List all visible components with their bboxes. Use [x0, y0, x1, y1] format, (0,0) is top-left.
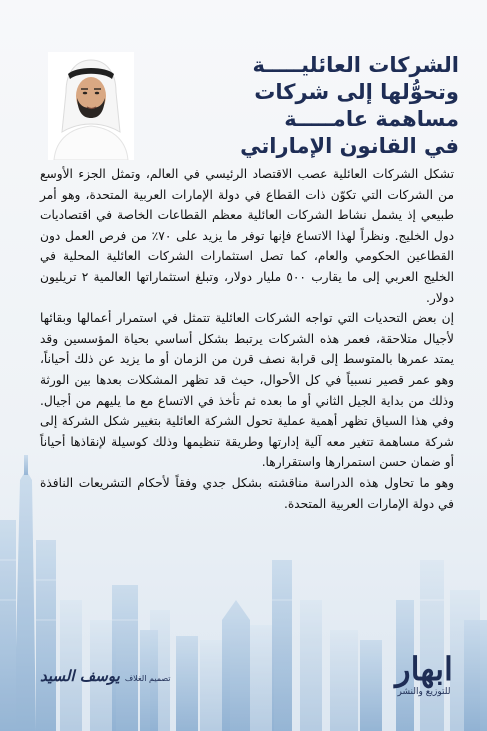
cover-design-credit	[40, 666, 171, 685]
publisher-name: ابهار	[395, 650, 453, 688]
title-line: وتحوُّلها إلى شركات	[254, 80, 459, 104]
paragraph: إن بعض التحديات التي تواجه الشركات العائلية تتمثل في استمرار أعمالها وبقائها لأجيال متلاحقة، فعمر هذه الشركات يرتبط بشكل أساسي بحياة المؤسسين وقد يمتد عمرها بالمتوسط إلى قرابة نصف قرن من الزمان أو ما يزيد عن ذلك أحياناً، وهو عمر قصير نسبياً في كل الأحوال، حيث قد تظهر المشكلات بعدها بين الورثة وذلك من بداية الجيل الثاني أو ما بعده ثم تأخذ في الاتساع مع ما يليهم من أجيال. وفي هذا السياق تظهر أهمية عملية تحول الشركة العائلية بتغيير شكل الشركة إلى شركة مساهمة تتغير معه آلية إدارتها وطريقة تنظيمها وذلك كوسيلة لإنقاذها أحياناً أو ضمان حسن استمرارها واستقرارها.	[40, 311, 454, 470]
book-title	[159, 52, 459, 160]
author-photo	[48, 52, 134, 160]
paragraph: تشكل الشركات العائلية عصب الاقتصاد الرئيسي في العالم، وتمثل الجزء الأوسع من الشركات التي تكوّن ذات القطاع في دولة الإمارات العربية المتحدة، وهو أمر طبيعي إذ يشمل نشاط الشركات العائلية معظم القطاعات الخاصة في اقتصاديات دول الخليج. ونظراً لهذا الاتساع فإنها توفر ما يزيد على ٧٠٪ من فرص العمل دون القطاعين الحكومي والعام، كما تصل استثمارات الشركات العائلية المحلية في الخليج العربي إلى ما يقارب ٥٠٠ مليار دولار، وتبلغ استثماراتها العالمية ٢ تريليون دولار.	[40, 167, 455, 305]
summary-text	[40, 164, 454, 514]
paragraph: وهو ما تحاول هذه الدراسة مناقشته بشكل جدي وفقاً لأحكام التشريعات النافذة في دولة الإمارات العربية المتحدة.	[40, 475, 454, 511]
credit-name: يوسف السيد	[40, 667, 120, 685]
publisher-logo	[382, 652, 466, 698]
title-line: في القانون الإماراتي	[240, 134, 459, 158]
title-line: الشركات العائليـــــة	[252, 53, 459, 77]
title-line: مساهمة عامـــــة	[284, 107, 459, 131]
publisher-tagline: للتوزيع والنشر	[397, 687, 451, 697]
credit-label: تصميم الغلاف	[124, 674, 171, 683]
author-photo-icon	[48, 52, 134, 160]
